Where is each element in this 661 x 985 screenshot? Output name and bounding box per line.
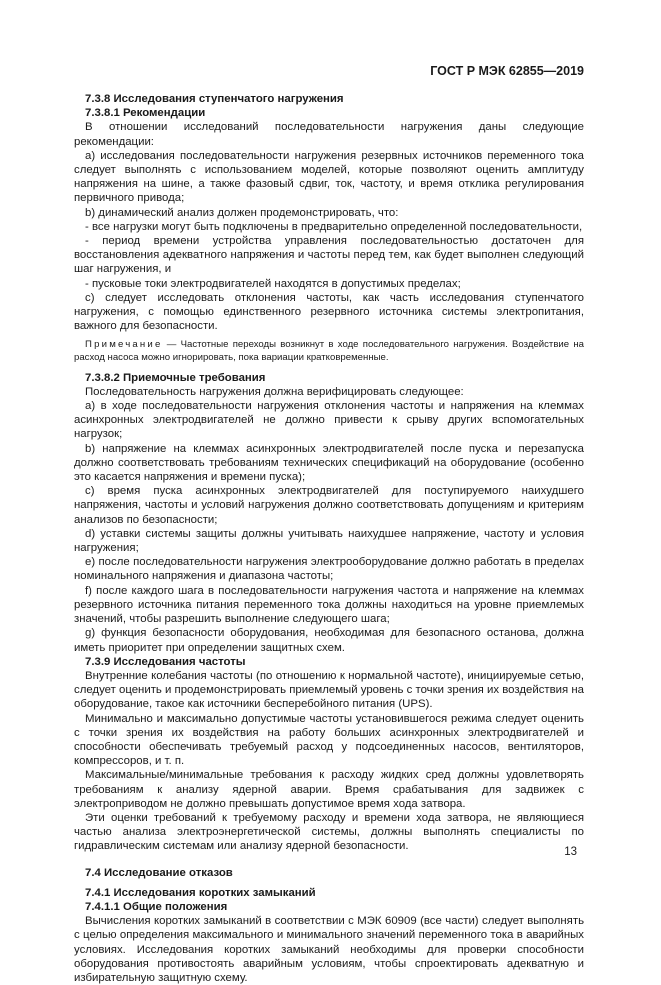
list-item: - период времени устройства управления последовательностью достаточен для восстановления адекватного напряжения и частоты перед тем, как будет выполнен следующий шаг нагружения, и [74,235,584,276]
list-item: a) исследования последовательности нагружения резервных источников переменного тока следует выполнять с использованием моделей, которые позволяют оценить амплитуду напряжения на шине, а также фазовый сдвиг, ток, частоту, и время отклика регулирования первичного привода; [74,149,584,205]
paragraph: Минимально и максимально допустимые частоты установившегося режима следует оценить с точки зрения их воздействия на работу больших асинхронных электродвигателей и способности обеспечивать требуемый расход у подсоединенных насосов, вентиляторов, компрессоров, и т. п. [74,712,584,768]
section-7-4-heading: 7.4 Исследование отказов [85,866,233,879]
list-item: - пусковые токи электродвигателей находятся в допустимых пределах; [85,277,461,290]
list-item: d) уставки системы защиты должны учитывать наихудшее напряжение, частоту и условия нагружения; [74,527,584,555]
section-7-3-9-heading: 7.3.9 Исследования частоты [85,655,246,668]
list-item: g) функция безопасности оборудования, необходимая для безопасного останова, должна иметь приоритет при определении защитных схем. [74,627,584,654]
section-7-3-8-1-heading: 7.3.8.1 Рекомендации [85,107,206,120]
note-text: — Частотные переходы возникнут в ходе последовательного нагружения. Воздействие на расход насоса можно игнорировать, пока вариации кратковременные. [74,339,584,364]
section-7-4-1-heading: 7.4.1 Исследования коротких замыканий [85,886,316,899]
paragraph: В отношении исследований последовательности нагружения даны следующие рекомендации: [74,121,584,148]
list-item: c) следует исследовать отклонения частоты, как часть исследования ступенчатого нагружения, с помощью единственного резервного источника системы электропитания, важного для безопасности. [74,291,584,333]
section-7-3-8-heading: 7.3.8 Исследования ступенчатого нагружения [85,93,344,105]
list-item: f) после каждого шага в последовательности нагружения частота и напряжение на клеммах резервного источника питания переменного тока должны находиться на уровне приемлемых значений, чтобы разрешить выполнение следующего шага; [74,584,584,626]
list-item: a) в ходе последовательности нагружения отклонения частоты и напряжения на клеммах асинхронных электродвигателей не должно привести к срыву других вспомогательных нагрузок; [74,400,584,441]
document-body [74,92,584,985]
list-item: c) время пуска асинхронных электродвигателей для поступируемого наихудшего напряжения, частоты и условий нагружения должно соответствовать допущениям и критериям анализов по безопасности; [74,485,584,526]
paragraph: Последовательность нагружения должна верифицировать следующее: [85,385,464,398]
section-7-4-1-1-heading: 7.4.1.1 Общие положения [85,900,228,913]
standard-header: ГОСТ Р МЭК 62855—2019 [430,64,584,78]
note-label: Примечание [85,339,163,351]
list-item: e) после последовательности нагружения электрооборудование должно работать в пределах номинального напряжения и диапазона частоты; [74,556,584,583]
page-number: 13 [564,846,577,858]
section-7-3-8-2-heading: 7.3.8.2 Приемочные требования [85,371,266,384]
paragraph: Максимальные/минимальные требования к расходу жидких сред должны удовлетворять требованиям к анализу ядерной аварии. Время срабатывания для задвижек с электроприводом не должно превышать допустимое время хода затвора. [74,769,584,810]
paragraph: Вычисления коротких замыканий в соответствии с МЭК 60909 (все части) следует выполнять с целью определения максимального и минимального значений переменного тока в аварийных условиях. Исследования коротких замыканий необходимы для проверки способности оборудования противостоять аварийным условиям, чтобы спроектировать адекватную и избирательную защитную схему. [74,915,584,984]
list-item: - все нагрузки могут быть подключены в предварительно определенной последовательности, [85,220,583,233]
paragraph: Эти оценки требований к требуемому расходу и времени хода затвора, не являющиеся частью анализа электроэнергетической системы, должны выполнять специалисты по гидравлическим системам или анализу ядерной безопасности. [74,811,584,853]
paragraph: Внутренние колебания частоты (по отношению к нормальной частоте), инициируемые сетью, следует оценить и продемонстрировать приемлемый уровень с точки зрения их воздействия на оборудование, такое как источники бесперебойного питания (UPS). [74,669,584,711]
list-item: b) динамический анализ должен продемонстрировать, что: [85,206,399,219]
note [74,339,584,364]
list-item: b) напряжение на клеммах асинхронных электродвигателей после пуска и перезапуска должно соответствовать требованиям технических спецификаций на оборудование (особенно это касается напряжения и времени пуска); [74,442,584,484]
